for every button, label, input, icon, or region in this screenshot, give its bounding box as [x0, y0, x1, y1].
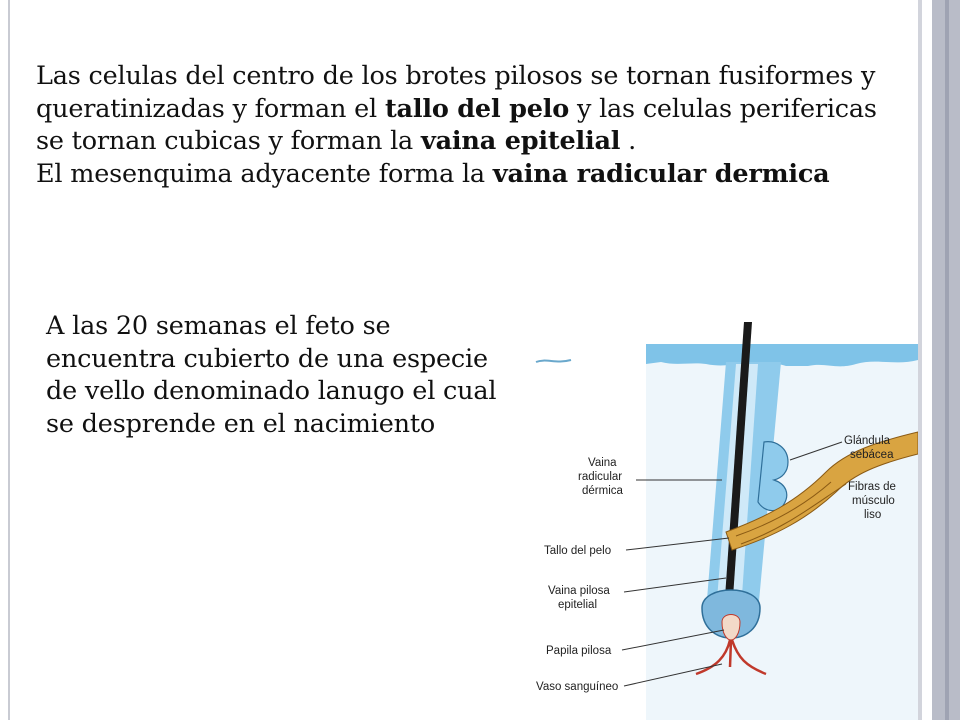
- left-border-rule: [8, 0, 10, 720]
- text-run: El mesenquima adyacente forma la: [36, 158, 493, 189]
- label-line: epitelial: [558, 599, 597, 611]
- label-line: dérmica: [582, 485, 623, 497]
- hair-follicle-diagram: [526, 322, 918, 720]
- label-line: músculo: [852, 495, 895, 507]
- label-line: radicular: [578, 471, 623, 483]
- label-line: Papila pilosa: [546, 645, 612, 657]
- hair-follicle-illustration: [526, 322, 918, 720]
- label-line: Fibras de: [848, 481, 896, 493]
- text-run: .: [620, 126, 637, 156]
- label-line: Vaina: [588, 457, 617, 469]
- right-border-gap: [922, 0, 932, 720]
- label-line: Glándula: [844, 435, 891, 447]
- lanugo-paragraph: A las 20 semanas el feto se encuentra cubierto de una especie de vello denominado lanugo el cual se desprende en el nacimiento: [46, 311, 497, 439]
- paragraph-mesenchyme: [36, 158, 911, 191]
- paragraph-hair-shaft: [36, 60, 911, 158]
- label-line: Tallo del pelo: [544, 545, 612, 557]
- label-line: sebácea: [850, 449, 894, 461]
- right-border-line: [945, 0, 949, 720]
- label-line: Vaso sanguíneo: [536, 681, 619, 693]
- term-vaina-radicular-dermica: vaina radicular dermica: [492, 158, 830, 189]
- term-vaina-epitelial: vaina epitelial: [420, 126, 621, 156]
- skin-edge-mark: [536, 360, 571, 362]
- main-text-block: [36, 60, 911, 190]
- term-tallo-del-pelo: tallo del pelo: [384, 93, 570, 124]
- dermis-area: [646, 350, 918, 720]
- label-line: liso: [864, 509, 882, 521]
- label-line: Vaina pilosa: [548, 585, 610, 597]
- text-run: Las celulas del centro de los brotes pilosos se tornan fusiformes y queratinizadas y forman el: [36, 61, 876, 124]
- text-run: y las celulas perifericas se tornan cubicas y forman la: [36, 93, 877, 156]
